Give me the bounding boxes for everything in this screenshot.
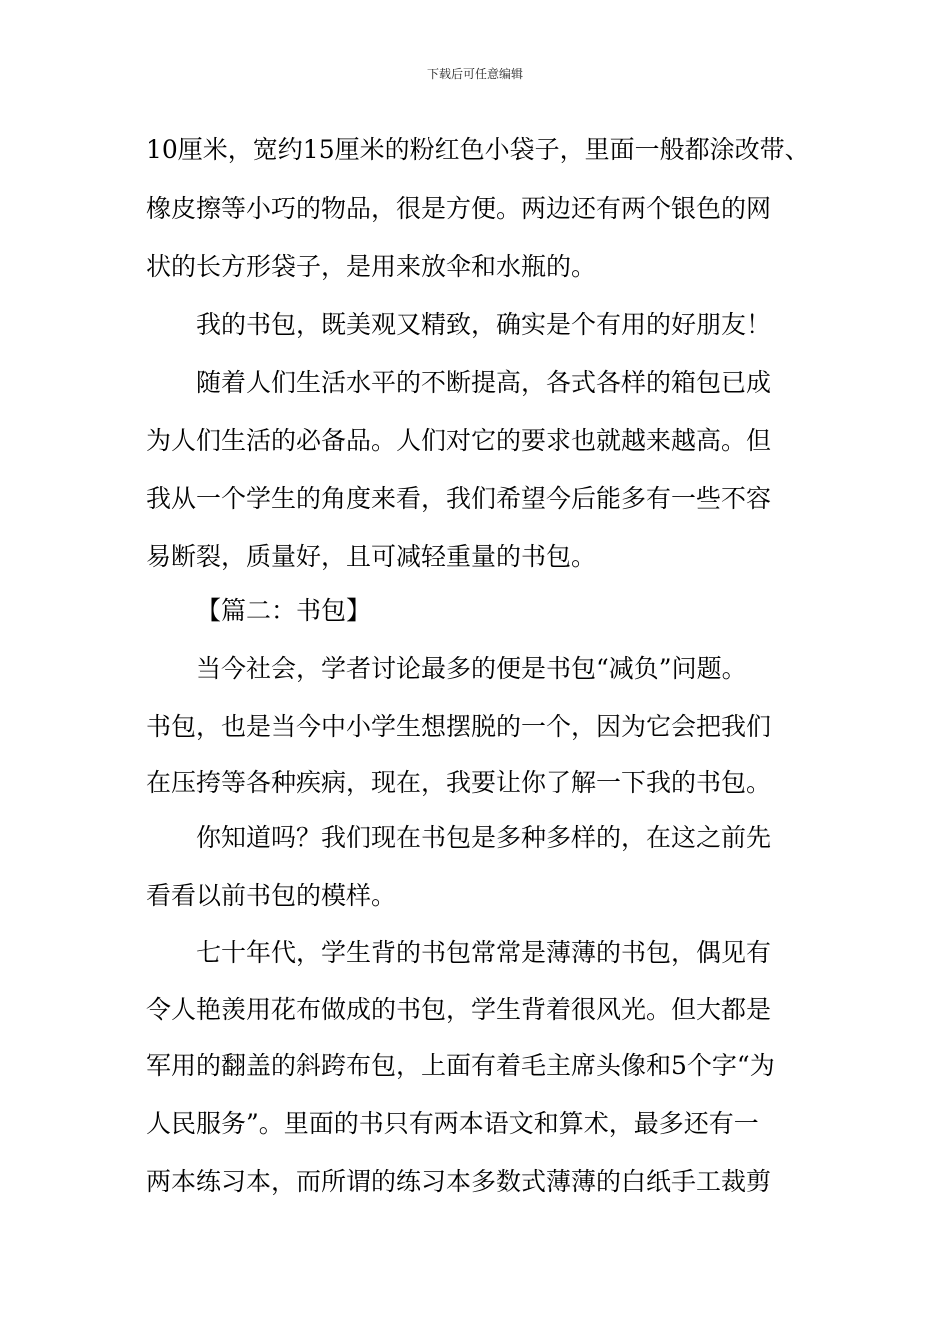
text-line: 橡皮擦等小巧的物品，很是方便。两边还有两个银色的网	[146, 194, 772, 223]
text-line: 七十年代，学生背的书包常常是薄薄的书包，偶见有	[196, 938, 772, 967]
text-line: 令人艳羡用花布做成的书包，学生背着很风光。但大都是	[146, 995, 772, 1024]
text-line: 看看以前书包的模样。	[146, 881, 397, 910]
text-line: 人民服务”。里面的书只有两本语文和算术，最多还有一	[146, 1109, 759, 1138]
text-line: 两本练习本，而所谓的练习本多数式薄薄的白纸手工裁剪	[146, 1167, 772, 1196]
text-line: 你知道吗？我们现在书包是多种多样的，在这之前先	[196, 823, 772, 852]
text-line: 我从一个学生的角度来看，我们希望今后能多有一些不容	[146, 484, 772, 513]
text-line: 在压挎等各种疾病，现在，我要让你了解一下我的书包。	[146, 768, 772, 797]
section-heading: 【篇二：书包】	[196, 596, 372, 625]
page-header: 下载后可任意编辑	[426, 67, 523, 81]
text-line: 军用的翻盖的斜跨布包，上面有着毛主席头像和5个字“为	[146, 1051, 775, 1080]
text-line: 易断裂，质量好，且可减轻重量的书包。	[146, 542, 597, 571]
text-line: 当今社会，学者讨论最多的便是书包“减负”问题。	[196, 654, 747, 683]
text-line: 为人们生活的必备品。人们对它的要求也就越来越高。但	[146, 426, 772, 455]
text-line: 随着人们生活水平的不断提高，各式各样的箱包已成	[196, 368, 772, 397]
text-line: 10厘米，宽约15厘米的粉红色小袋子，里面一般都涂改带、	[146, 135, 810, 164]
text-line: 我的书包，既美观又精致，确实是个有用的好朋友！	[196, 310, 772, 339]
text-line: 书包，也是当今中小学生想摆脱的一个，因为它会把我们	[146, 712, 772, 741]
text-line: 状的长方形袋子，是用来放伞和水瓶的。	[146, 252, 597, 281]
